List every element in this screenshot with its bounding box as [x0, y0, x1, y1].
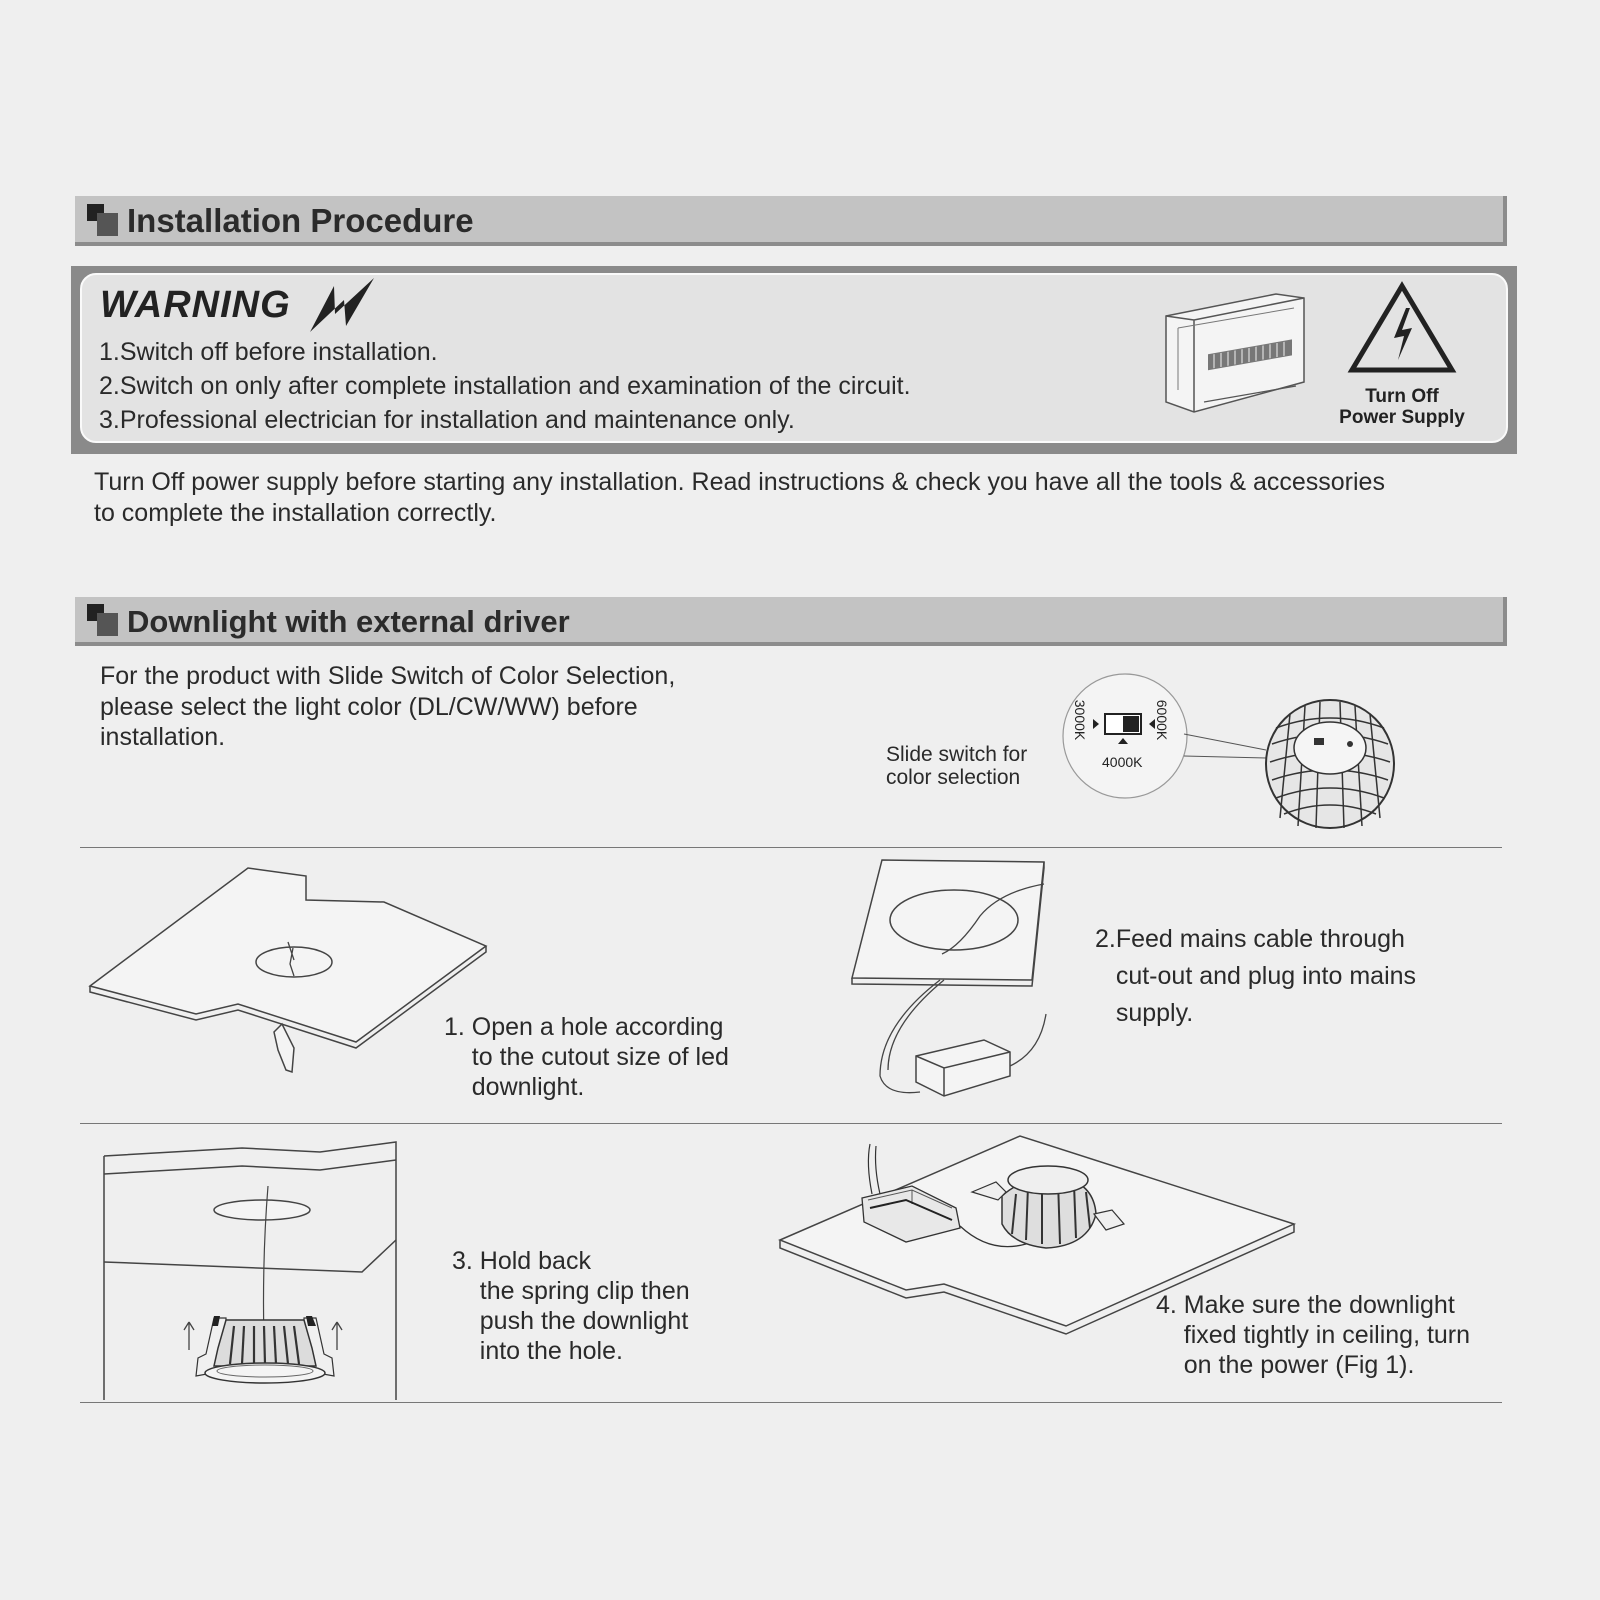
warning-heading: WARNING [100, 284, 291, 326]
intro-text-line-1: Turn Off power supply before starting any installation. Read instructions & check you have all the tools & accessories [94, 468, 1385, 496]
switch-4000k-label: 4000K [1102, 754, 1143, 770]
divider-3 [80, 1402, 1502, 1403]
step-1-line-2: to the cutout size of led [444, 1043, 729, 1071]
switch-3000k-label: 3000K [1072, 699, 1089, 741]
selection-text-line-1: For the product with Slide Switch of Color Selection, [100, 662, 676, 690]
mains-cable-illustration [850, 856, 1060, 1106]
step-2-line-1: 2.Feed mains cable through [1095, 925, 1405, 953]
divider-2 [80, 1123, 1502, 1124]
installation-procedure-header [75, 196, 1507, 246]
push-downlight-illustration [102, 1140, 412, 1410]
divider-1 [80, 847, 1502, 848]
installation-procedure-title: Installation Procedure [127, 202, 474, 239]
warning-line-3: 3.Professional electrician for installation and maintenance only. [99, 406, 795, 434]
slide-switch-label-2: color selection [886, 766, 1021, 789]
step-4-line-3: on the power (Fig 1). [1156, 1351, 1415, 1379]
warning-line-2: 2.Switch on only after complete installation and examination of the circuit. [99, 372, 911, 400]
power-supply-label: Power Supply [1339, 407, 1465, 428]
step-1-line-3: downlight. [444, 1073, 585, 1101]
step-3-line-1: 3. Hold back [452, 1247, 591, 1275]
ceiling-hole-illustration [88, 864, 498, 1084]
high-voltage-warning-icon [1348, 282, 1458, 382]
downlight-back-illustration [1180, 698, 1400, 848]
selection-text-line-3: installation. [100, 723, 226, 751]
step-3-line-3: push the downlight [452, 1307, 689, 1335]
step-2-line-3: supply. [1095, 999, 1194, 1027]
downlight-header [75, 597, 1507, 646]
slide-switch-label-1: Slide switch for [886, 743, 1028, 766]
step-4-line-2: fixed tightly in ceiling, turn [1156, 1321, 1471, 1349]
downlight-title: Downlight with external driver [127, 604, 570, 639]
step-2-line-2: cut-out and plug into mains [1095, 962, 1417, 990]
step-3-line-2: the spring clip then [452, 1277, 690, 1305]
selection-text-line-2: please select the light color (DL/CW/WW) before [100, 693, 638, 721]
intro-text-line-2: to complete the installation correctly. [94, 499, 497, 527]
step-3-line-4: into the hole. [452, 1337, 623, 1365]
warning-line-1: 1.Switch off before installation. [99, 338, 438, 366]
turn-off-label: Turn Off [1365, 386, 1439, 407]
lightning-bolt-icon [308, 276, 378, 336]
section-bullet-icon [87, 204, 121, 238]
step-1-line-1: 1. Open a hole according [444, 1013, 724, 1041]
switch-6000k-label: 6000K [1154, 699, 1171, 741]
section-bullet-icon [87, 604, 121, 638]
step-4-line-1: 4. Make sure the downlight [1156, 1291, 1455, 1319]
breaker-box-icon [1164, 290, 1314, 420]
